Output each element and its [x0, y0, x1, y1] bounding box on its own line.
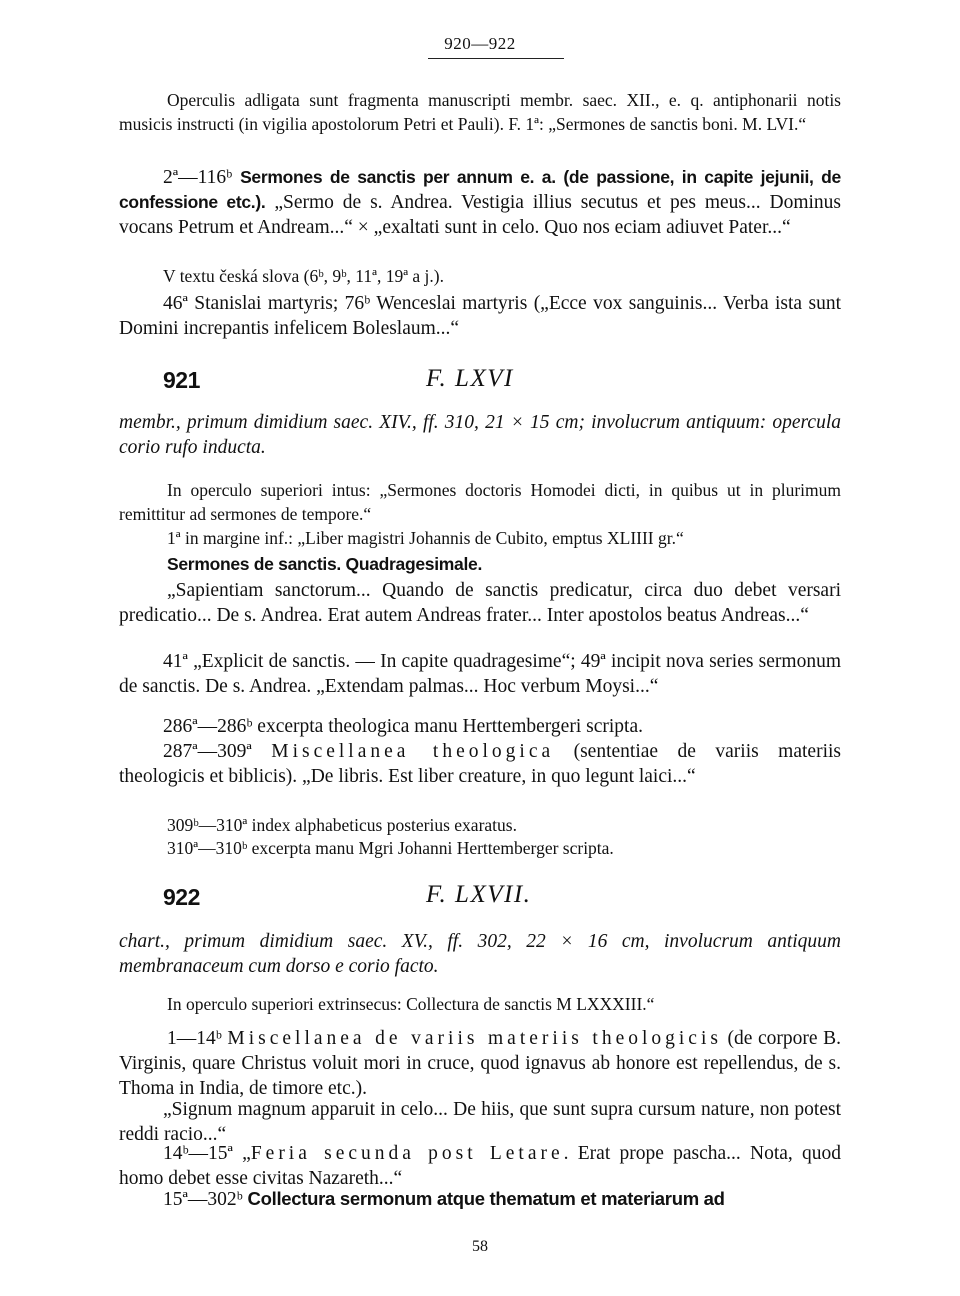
folio-reference: 14ᵇ—15ª „ [163, 1143, 251, 1164]
folio-reference: 15ª—302ᵇ [163, 1189, 243, 1210]
entry922-physical-description: chart., primum dimidium saec. XV., ff. 302, 22 × 16 cm, involucrum antiquum membranaceum cum dorso e corio facto. [119, 931, 841, 977]
miscellanea-text: (de corpore B. Virginis, quare Christus voluit mori in cruce, quod ignavus ab honore est repellendus, de s. Thoma in India, de timore etc.). [119, 1028, 842, 1099]
spaced-title: Feria secunda post Letare [250, 1143, 564, 1164]
bold-heading: Sermones de sanctis. Quadragesimale. [167, 554, 483, 574]
entry922-miscellanea-paragraph [119, 1026, 841, 1101]
bold-title: Sermones de sanctis per annum e. a. (de passione, in capite jejunii, de confessione etc.). [119, 167, 841, 212]
spaced-title: Miscellanea theologica [271, 741, 555, 762]
entry921-index-note: 309ᵇ—310ª index alphabeticus posterius exaratus. [167, 815, 517, 835]
folio-reference: 287ª—309ª [163, 741, 252, 762]
entry921-operculum-note: In operculo superiori intus: „Sermones doctoris Homodei dicti, in quibus ut in plurimum remittitur ad sermones de tempore.“ [119, 480, 841, 524]
folio-reference: 1—14ᵇ [167, 1028, 222, 1049]
spaced-title: Miscellanea de variis materiis theologicis [227, 1028, 722, 1049]
entry921-excerpta-paragraph: 286ª—286ᵇ excerpta theologica manu Herttembergeri scripta. [163, 716, 643, 737]
entry921-margin-note: 1ª in margine inf.: „Liber magistri Johannis de Cubito, emptus XLIIII gr.“ [167, 528, 684, 548]
entry921-miscellanea-paragraph [119, 739, 841, 789]
running-header: 920—922 [444, 34, 516, 53]
header-rule [428, 58, 564, 59]
entry922-collectura-paragraph [119, 1186, 841, 1212]
entry922-feria-paragraph [119, 1141, 841, 1191]
entry921-section-heading [119, 554, 841, 575]
folio-reference: 2ª—116ᵇ [163, 167, 233, 188]
shelfmark-921: F. LXVI [426, 365, 514, 392]
entry920-fragments-paragraph: Operculis adligata sunt fragmenta manuscripti membr. saec. XII., e. q. antiphonarii notis musicis instructi (in vigilia apostolorum Petri et Pauli). F. 1ª: „Sermones de sanctis boni. M. LVI.“ [119, 90, 841, 134]
entry920-sermones-paragraph [119, 165, 841, 240]
entry921-excerpta-note: 310ª—310ᵇ excerpta manu Mgri Johanni Herttemberger scripta. [167, 838, 614, 858]
entry921-physical-description: membr., primum dimidium saec. XIV., ff. 310, 21 × 15 cm; involucrum antiquum: opercula corio rufo inducta. [119, 412, 841, 458]
page-number: 58 [472, 1238, 488, 1255]
entry920-martyrs-paragraph: 46ª Stanislai martyris; 76ᵇ Wenceslai martyris („Ecce vox sanguinis... Verba ista sunt Domini increpantis infelicem Boleslaum...“ [119, 293, 841, 339]
feria-text: . Erat prope pascha... Nota, quod homo debet esse civitas Nazareth...“ [119, 1143, 841, 1189]
shelfmark-922: F. LXVII. [426, 881, 532, 908]
entry921-incipit-paragraph: „Sapientiam sanctorum... Quando de sanctis predicatur, circa duo debet versari predicatio... De s. Andrea. Erat autem Andreas frater... Inter apostolos beatus Andreas...“ [119, 580, 841, 626]
entry921-explicit-paragraph: 41ª „Explicit de sanctis. — In capite quadragesime“; 49ª incipit nova series sermonum de sanctis. De s. Andrea. „Extendam palmas... Hoc verbum Moysi...“ [119, 651, 841, 697]
entry-number-922: 922 [163, 884, 200, 910]
miscellanea-text: (sententiae de variis materiis theologicis et biblicis). „De libris. Est liber creature, in quo legunt laici...“ [119, 741, 841, 787]
bold-title: Collectura sermonum atque thematum et materiarum ad [247, 1188, 725, 1209]
entry-number-921: 921 [163, 367, 200, 393]
entry922-operculum-note: In operculo superiori extrinsecus: Collectura de sanctis M LXXXIII.“ [167, 994, 655, 1014]
incipit-text: „Sermo de s. Andrea. Vestigia illius secutus et pes meus... Dominus vocans Petrum et Andream...“ × „exaltati sunt in celo. Quo nos eciam adiuvet Pater...“ [119, 192, 842, 238]
entry922-signum-paragraph: „Signum magnum apparuit in celo... De hiis, que sunt supra cursum nature, non potest reddi racio...“ [119, 1099, 841, 1145]
entry920-czech-note: V textu česká slova (6ᵇ, 9ᵇ, 11ª, 19ª a j.). [163, 266, 444, 286]
